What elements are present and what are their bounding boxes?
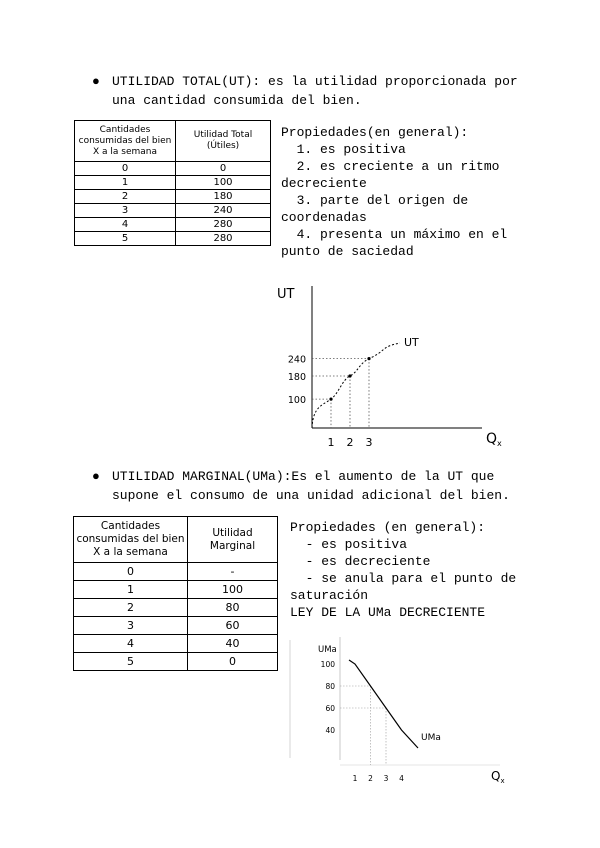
table-cell: 1 bbox=[74, 581, 188, 599]
y-tick-label: 180 bbox=[287, 371, 306, 383]
table-cell: 60 bbox=[188, 617, 278, 635]
y-tick-label: 40 bbox=[325, 726, 335, 735]
table-cell: 280 bbox=[176, 232, 271, 246]
table-cell: 2 bbox=[74, 599, 188, 617]
y-axis-label: UT bbox=[277, 287, 295, 302]
table-cell: 0 bbox=[75, 162, 176, 176]
x-tick-label: 2 bbox=[346, 436, 354, 449]
x-axis-label: $Q_x$ bbox=[491, 769, 505, 785]
table-cell: 4 bbox=[75, 218, 176, 232]
ut-definition-line1: UTILIDAD TOTAL(UT): es la utilidad proporcionada por bbox=[112, 74, 518, 89]
table-cell: 1 bbox=[75, 176, 176, 190]
ut-property-line: punto de saciedad bbox=[281, 244, 414, 259]
uma-table-header-qty: Cantidades consumidas del bien X a la semana bbox=[74, 517, 188, 563]
x-axis-label: $Q_x$ bbox=[486, 431, 502, 448]
table-cell: 3 bbox=[74, 617, 188, 635]
y-tick-label: 80 bbox=[325, 682, 335, 691]
uma-property-line: saturación bbox=[290, 588, 369, 603]
ut-definition-line2: una cantidad consumida del bien. bbox=[112, 93, 362, 108]
table-cell: 5 bbox=[74, 653, 188, 671]
x-tick-label: 2 bbox=[368, 774, 373, 783]
table-cell: 0 bbox=[188, 653, 278, 671]
ut-property-line: 2. es creciente a un ritmo bbox=[281, 159, 500, 174]
table-cell: 280 bbox=[176, 218, 271, 232]
uma-property-line: - es positiva bbox=[290, 537, 408, 552]
table-cell: 80 bbox=[188, 599, 278, 617]
ut-table-header-ut: Utilidad Total (Útiles) bbox=[176, 121, 271, 162]
x-tick-label: 3 bbox=[383, 774, 389, 783]
x-tick-label: 1 bbox=[327, 436, 335, 449]
y-axis-label: UMa bbox=[318, 645, 337, 655]
y-tick-label: 100 bbox=[287, 395, 306, 407]
uma-properties-title: Propiedades (en general): bbox=[290, 520, 486, 535]
uma-definition-line2: supone el consumo de una unidad adicional del bien. bbox=[112, 488, 510, 503]
table-cell: 2 bbox=[75, 190, 176, 204]
ut-properties-title: Propiedades(en general): bbox=[281, 125, 469, 140]
y-tick-label: 60 bbox=[325, 704, 335, 713]
uma-series-line bbox=[349, 660, 418, 748]
table-cell: 0 bbox=[176, 162, 271, 176]
uma-property-line: - es decreciente bbox=[290, 554, 431, 569]
table-cell: 100 bbox=[188, 581, 278, 599]
table-cell: 240 bbox=[176, 204, 271, 218]
table-cell: 40 bbox=[188, 635, 278, 653]
ut-property-line: 1. es positiva bbox=[281, 142, 406, 157]
uma-property-line: - se anula para el punto de bbox=[290, 571, 517, 586]
table-cell: 180 bbox=[176, 190, 271, 204]
table-cell: 100 bbox=[176, 176, 271, 190]
x-tick-label: 3 bbox=[365, 436, 373, 449]
uma-definition-line1: UTILIDAD MARGINAL(UMa):Es el aumento de la UT que bbox=[112, 469, 495, 484]
table-cell: 3 bbox=[75, 204, 176, 218]
table-cell: - bbox=[188, 563, 278, 581]
y-tick-label: 100 bbox=[320, 660, 335, 669]
ut-property-line: coordenadas bbox=[281, 210, 367, 225]
y-tick-label: 240 bbox=[287, 354, 306, 366]
series-label: UT bbox=[404, 336, 419, 349]
uma-table-header-uma: Utilidad Marginal bbox=[188, 517, 278, 563]
uma-law: LEY DE LA UMa DECRECIENTE bbox=[290, 605, 486, 620]
x-tick-label: 1 bbox=[352, 774, 358, 783]
bullet-dot: ● bbox=[92, 469, 100, 484]
series-label: UMa bbox=[421, 733, 441, 743]
table-cell: 0 bbox=[74, 563, 188, 581]
x-tick-label: 4 bbox=[399, 774, 404, 783]
table-cell: 5 bbox=[75, 232, 176, 246]
ut-property-line: 4. presenta un máximo en el bbox=[281, 227, 508, 242]
bullet-dot: ● bbox=[92, 74, 100, 89]
ut-property-line: decreciente bbox=[281, 176, 367, 191]
ut-property-line: 3. parte del origen de bbox=[281, 193, 469, 208]
ut-table-header-qty: Cantidades consumidas del bien X a la semana bbox=[75, 121, 176, 162]
table-cell: 4 bbox=[74, 635, 188, 653]
